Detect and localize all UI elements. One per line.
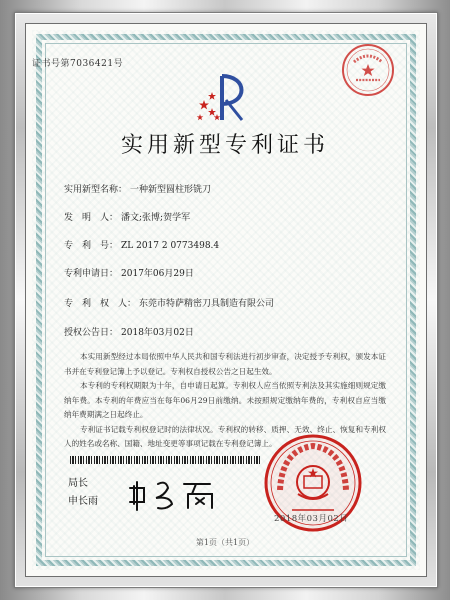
patent-no-label: 专 利 号： <box>64 241 119 251</box>
filing-date-value: 2017年06月29日 <box>121 269 194 279</box>
sipo-emblem-icon <box>196 70 256 126</box>
grant-date-value: 2018年03月02日 <box>121 328 194 338</box>
field-patent-no <box>64 238 219 251</box>
body-paragraph: 本实用新型经过本局依照中华人民共和国专利法进行初步审查，决定授予专利权，颁发本证书并在专利登记簿上予以登记。专利权自授权公告之日起生效。 <box>64 352 386 376</box>
field-grant-date <box>64 325 194 338</box>
seal-date: 2018年03月02日 <box>274 514 349 524</box>
body-paragraph: 本专利的专利权期限为十年，自申请日起算。专利权人应当依照专利法及其实施细则规定缴纳年费。本专利的年费应当在每年06月29日前缴纳。未按照规定缴纳年费的，专利权自应当缴纳年费期满之日起终止。 <box>64 381 386 419</box>
utility-name-label: 实用新型名称： <box>64 185 128 195</box>
grant-date-label: 授权公告日： <box>64 328 119 338</box>
patentee-value: 东莞市特萨精密刀具制造有限公司 <box>139 299 275 309</box>
barcode <box>70 456 260 464</box>
certificate-title: 实用新型专利证书 <box>120 133 329 158</box>
field-filing-date <box>64 266 194 279</box>
inventor-label: 发 明 人： <box>64 213 119 223</box>
field-patentee <box>64 296 274 309</box>
inventor-value: 潘文;张博;贺学军 <box>121 213 191 223</box>
director-name: 申长雨 <box>68 496 98 507</box>
page-number: 第1页（共1页） <box>195 538 255 547</box>
company-stamp-icon <box>340 42 396 98</box>
field-inventor <box>64 210 190 223</box>
director-block <box>68 475 98 511</box>
director-signature <box>126 474 226 514</box>
director-title: 局长 <box>68 478 88 489</box>
body-paragraph: 专利证书记载专利权登记时的法律状况。专利权的转移、质押、无效、终止、恢复和专利权人的姓名或名称、国籍、地址变更等事项记载在专利登记簿上。 <box>64 424 386 448</box>
patentee-label: 专 利 权 人： <box>64 299 137 309</box>
patent-no-value: ZL 2017 2 0773498.4 <box>121 241 220 251</box>
utility-name-value: 一种新型圆柱形铣刀 <box>130 185 212 195</box>
filing-date-label: 专利申请日： <box>64 269 119 279</box>
field-utility-name <box>64 182 211 195</box>
certificate-number: 证书号第7036421号 <box>32 59 124 69</box>
